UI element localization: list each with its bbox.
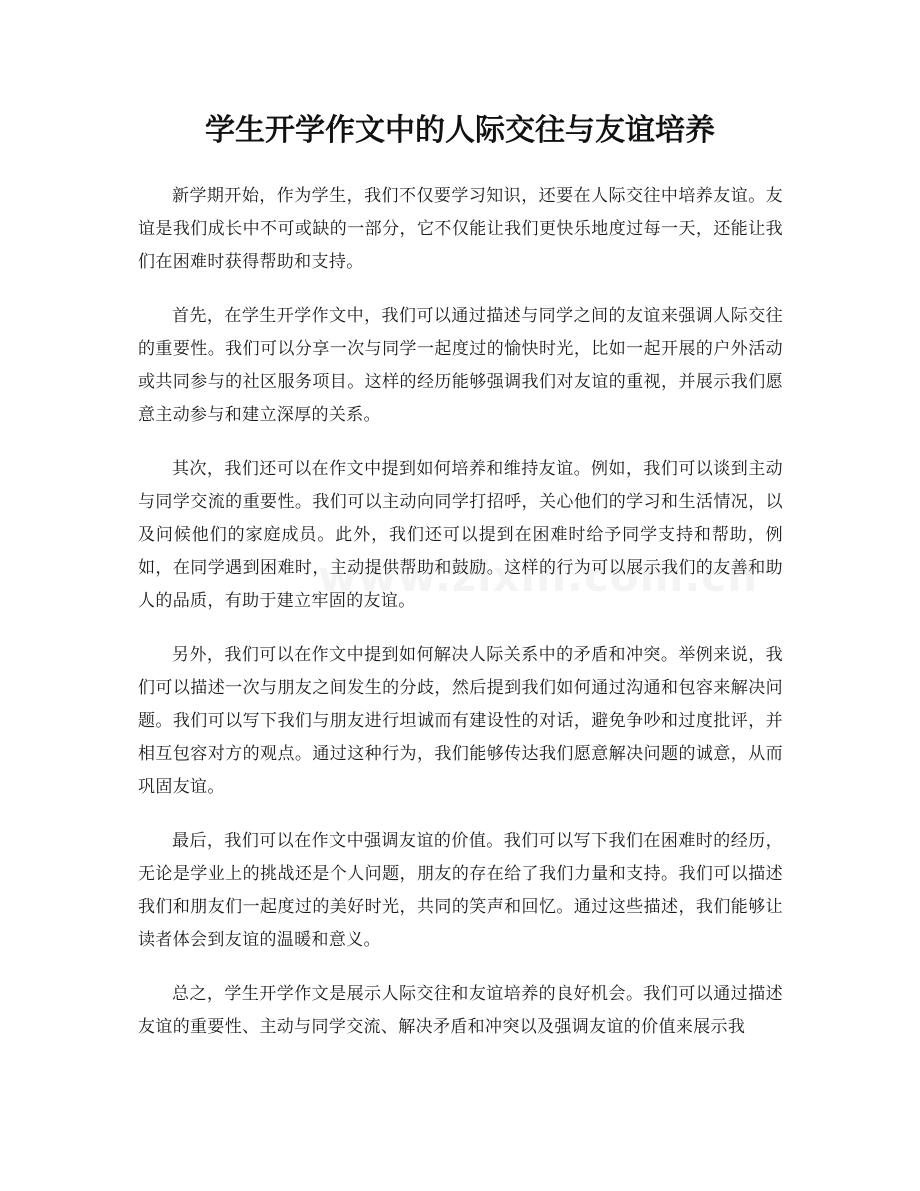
paragraph-6: 总之，学生开学作文是展示人际交往和友谊培养的良好机会。我们可以通过描述友谊的重要性、主动与同学交流、解决矛盾和冲突以及强调友谊的价值来展示我 bbox=[138, 984, 783, 1037]
paragraph-2: 首先，在学生开学作文中，我们可以通过描述与同学之间的友谊来强调人际交往的重要性。我们可以分享一次与同学一起度过的愉快时光，比如一起开展的户外活动或共同参与的社区服务项目。这样的经历能够强调我们对友谊的重视，并展示我们愿意主动参与和建立深厚的关系。 bbox=[138, 306, 783, 425]
paragraph-5: 最后，我们可以在作文中强调友谊的价值。我们可以写下我们在困难时的经历，无论是学业上的挑战还是个人问题，朋友的存在给了我们力量和支持。我们可以描述我们和朋友们一起度过的美好时光，共同的笑声和回忆。通过这些描述，我们能够让读者体会到友谊的温暖和意义。 bbox=[138, 831, 783, 950]
paragraph-1: 新学期开始，作为学生，我们不仅要学习知识，还要在人际交往中培养友谊。友谊是我们成长中不可或缺的一部分，它不仅能让我们更快乐地度过每一天，还能让我们在困难时获得帮助和支持。 bbox=[138, 186, 783, 272]
document-body bbox=[138, 180, 783, 1065]
paragraph-4: 另外，我们可以在作文中提到如何解决人际关系中的矛盾和冲突。举例来说，我们可以描述一次与朋友之间发生的分歧，然后提到我们如何通过沟通和包容来解决问题。我们可以写下我们与朋友进行坦诚而有建设性的对话，避免争吵和过度批评，并相互包容对方的观点。通过这种行为，我们能够传达我们愿意解决问题的诚意，从而巩固友谊。 bbox=[138, 645, 783, 797]
document-title: 学生开学作文中的人际交往与友谊培养 bbox=[205, 113, 715, 148]
paragraph-3: 其次，我们还可以在作文中提到如何培养和维持友谊。例如，我们可以谈到主动与同学交流的重要性。我们可以主动向同学打招呼，关心他们的学习和生活情况，以及问候他们的家庭成员。此外，我们还可以提到在困难时给予同学支持和帮助，例如，在同学遇到困难时，主动提供帮助和鼓励。这样的行为可以展示我们的友善和助人的品质，有助于建立牢固的友谊。 bbox=[138, 459, 783, 611]
